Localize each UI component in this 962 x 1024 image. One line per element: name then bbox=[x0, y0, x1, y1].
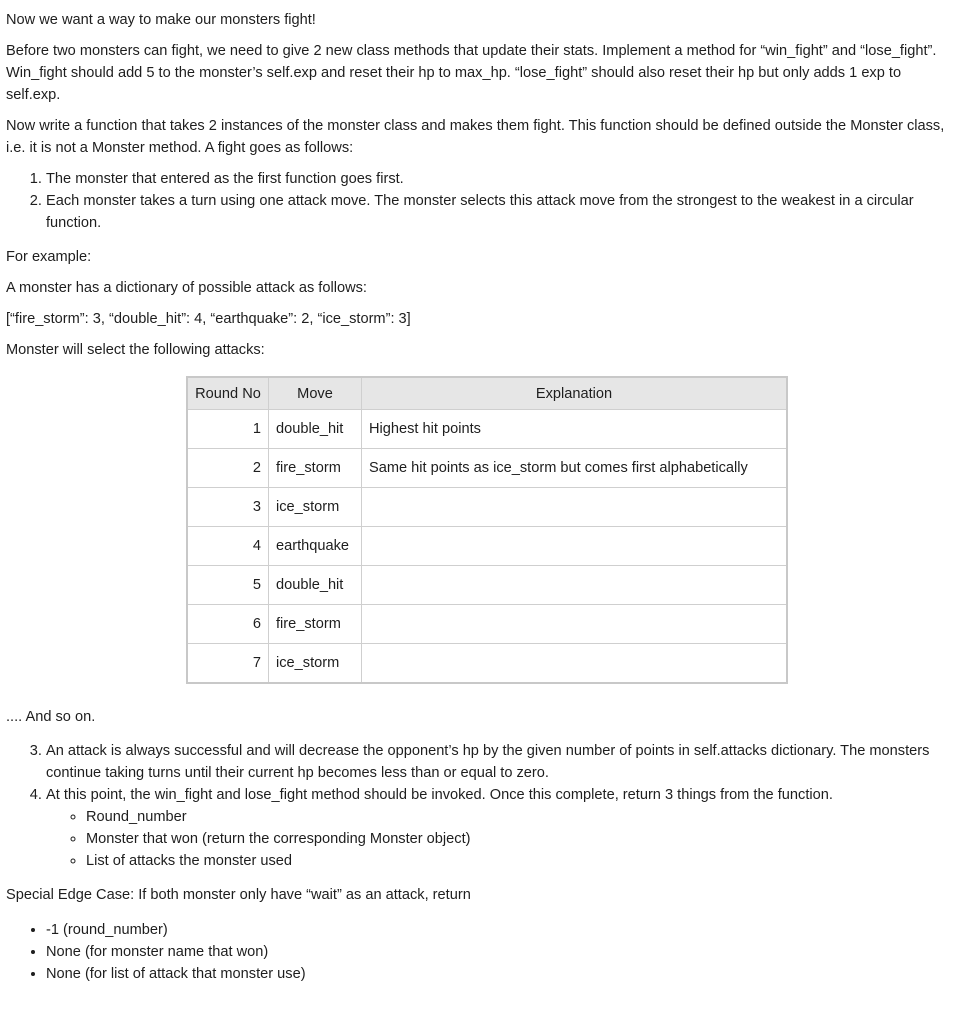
cell-round: 4 bbox=[187, 527, 269, 566]
cell-explanation bbox=[362, 566, 788, 605]
rules-list-part2 bbox=[6, 740, 956, 872]
cell-round: 7 bbox=[187, 644, 269, 684]
header-round-no: Round No bbox=[187, 377, 269, 410]
for-example-text: For example: bbox=[6, 249, 92, 265]
rule-item: 2. Each monster takes a turn using one attack move. The monster selects this attack move from the strongest to the weakest in a circular function. bbox=[46, 190, 956, 234]
edge-case-item: • None (for monster name that won) bbox=[46, 941, 956, 963]
cell-explanation: Same hit points as ice_storm but comes first alphabetically bbox=[362, 449, 788, 488]
cell-move: double_hit bbox=[269, 410, 362, 449]
cell-move: double_hit bbox=[269, 566, 362, 605]
return-items-list bbox=[46, 806, 956, 872]
cell-move: earthquake bbox=[269, 527, 362, 566]
cell-explanation bbox=[362, 605, 788, 644]
rules-list-part1 bbox=[6, 168, 956, 234]
cell-round: 6 bbox=[187, 605, 269, 644]
cell-move: ice_storm bbox=[269, 644, 362, 684]
attack-dict-text: [“fire_storm”: 3, “double_hit”: 4, “earthquake”: 2, “ice_storm”: 3] bbox=[6, 311, 411, 327]
select-intro-text: Monster will select the following attacks: bbox=[6, 342, 265, 358]
table-row bbox=[187, 566, 787, 605]
return-item: ◦ Round_number bbox=[86, 806, 956, 828]
edge-case-item: • -1 (round_number) bbox=[46, 919, 956, 941]
edge-case-item: • None (for list of attack that monster use) bbox=[46, 963, 956, 985]
rule-item bbox=[46, 784, 956, 872]
header-move: Move bbox=[269, 377, 362, 410]
paragraph-methods: Before two monsters can fight, we need to give 2 new class methods that update their stats. Implement a method for “win_fight” and “lose_fight”. Win_fight should add 5 to the monster’s self.exp and reset their hp to max_hp. “lose_fight” should also reset their hp but only adds 1 exp to self.exp. bbox=[6, 43, 937, 103]
rule-item: 1. The monster that entered as the first function goes first. bbox=[46, 168, 956, 190]
attack-dict-intro: A monster has a dictionary of possible attack as follows: bbox=[6, 280, 367, 296]
header-explanation: Explanation bbox=[362, 377, 788, 410]
cell-move: fire_storm bbox=[269, 605, 362, 644]
cell-explanation bbox=[362, 644, 788, 684]
rule-item: 3. An attack is always successful and will decrease the opponent’s hp by the given number of points in self.attacks dictionary. The monsters continue taking turns until their current hp becomes less than or equal to zero. bbox=[46, 740, 956, 784]
attack-table-wrapper bbox=[186, 376, 956, 684]
table-row bbox=[187, 644, 787, 684]
edge-case-list bbox=[6, 919, 956, 985]
cell-move: fire_storm bbox=[269, 449, 362, 488]
heading-text: Now we want a way to make our monsters fight! bbox=[6, 12, 316, 28]
table-row bbox=[187, 449, 787, 488]
return-item: ◦ Monster that won (return the corresponding Monster object) bbox=[86, 828, 956, 850]
table-row bbox=[187, 527, 787, 566]
cell-explanation bbox=[362, 488, 788, 527]
table-header-row bbox=[187, 377, 787, 410]
attack-table bbox=[186, 376, 788, 684]
table-row bbox=[187, 410, 787, 449]
cell-move: ice_storm bbox=[269, 488, 362, 527]
cell-explanation bbox=[362, 527, 788, 566]
cell-round: 2 bbox=[187, 449, 269, 488]
cell-explanation: Highest hit points bbox=[362, 410, 788, 449]
paragraph-function: Now write a function that takes 2 instances of the monster class and makes them fight. This function should be defined outside the Monster class, i.e. it is not a Monster method. A fight goes as follows: bbox=[6, 118, 945, 156]
table-row bbox=[187, 605, 787, 644]
rule-item-text: At this point, the win_fight and lose_fight method should be invoked. Once this complete, return 3 things from the function. bbox=[46, 787, 833, 803]
cell-round: 1 bbox=[187, 410, 269, 449]
table-row bbox=[187, 488, 787, 527]
cell-round: 3 bbox=[187, 488, 269, 527]
edge-case-intro: Special Edge Case: If both monster only have “wait” as an attack, return bbox=[6, 887, 471, 903]
cell-round: 5 bbox=[187, 566, 269, 605]
return-item: ◦ List of attacks the monster used bbox=[86, 850, 956, 872]
and-so-on-text: .... And so on. bbox=[6, 709, 96, 725]
